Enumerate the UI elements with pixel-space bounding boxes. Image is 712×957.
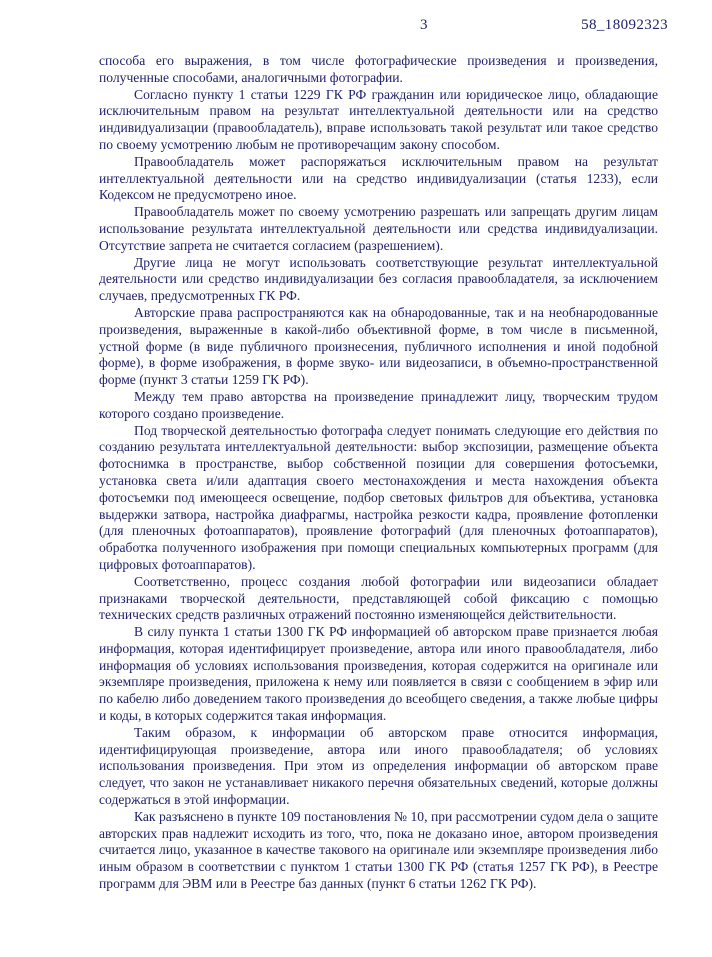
- paragraph: Согласно пункту 1 статьи 1229 ГК РФ гражданин или юридическое лицо, обладающие исключительным правом на результат интеллектуальной деятельности или на средство индивидуализации (правообладатель), вправе использовать такой результат или такое средство по своему усмотрению любым не противоречащим закону способом.: [99, 86, 658, 152]
- paragraph: Авторские права распространяются как на обнародованные, так и на необнародованные произведения, выраженные в какой-либо объективной форме, в том числе в письменной, устной форме (в виде публичного произнесения, публичного исполнения и иной подобной форме), в форме изображения, в форме звуко- или видеозаписи, в объемно-пространственной форме (пункт 3 статьи 1259 ГК РФ).: [99, 304, 658, 388]
- case-number: 58_18092323: [581, 17, 668, 33]
- paragraph: Соответственно, процесс создания любой фотографии или видеозаписи обладает признаками творческой деятельности, представляющей собой фиксацию с помощью технических средств различных отражений постоянно изменяющейся действительности.: [99, 573, 658, 623]
- paragraph: Правообладатель может по своему усмотрению разрешать или запрещать другим лицам использование результата интеллектуальной деятельности или средства индивидуализации. Отсутствие запрета не считается согласием (разрешением).: [99, 204, 658, 253]
- paragraph: Таким образом, к информации об авторском праве относится информация, идентифицирующая произведение, автора или иного правообладателя; об условиях использования произведения. При этом из определения информации об авторском праве следует, что закон не устанавливает никакого перечня обязательных сведений, которые должны содержаться в этой информации.: [99, 724, 658, 808]
- page-number: 3: [420, 17, 428, 33]
- paragraph: способа его выражения, в том числе фотографические произведения и произведения, полученные способами, аналогичными фотографии.: [99, 53, 658, 85]
- document-body: [99, 53, 658, 893]
- paragraph: Правообладатель может распоряжаться исключительным правом на результат интеллектуальной деятельности или на средство индивидуализации (статья 1233), если Кодексом не предусмотрено иное.: [99, 153, 658, 203]
- paragraph: Как разъяснено в пункте 109 постановления № 10, при рассмотрении судом дела о защите авторских прав надлежит исходить из того, что, пока не доказано иное, автором произведения считается лицо, указанное в качестве такового на оригинале или экземпляре произведения либо иным образом в соответствии с пунктом 1 статьи 1300 ГК РФ (статья 1257 ГК РФ), в Реестре программ для ЭВМ или в Реестре баз данных (пункт 6 статьи 1262 ГК РФ).: [99, 808, 658, 892]
- paragraph: Под творческой деятельностью фотографа следует понимать следующие его действия по созданию результата интеллектуальной деятельности: выбор экспозиции, размещение объекта фотоснимка в пространстве, выбор собственной позиции для совершения фотосъемки, установка света и/или адаптация своего местонахождения и места нахождения объекта фотосъемки под имеющееся освещение, подбор световых фильтров для объектива, установка выдержки затвора, настройка диафрагмы, настройка резкости кадра, проявление фотопленки (для пленочных фотоаппаратов), проявление фотографий (для пленочных фотоаппаратов), обработка полученного изображения при помощи специальных компьютерных программ (для цифровых фотоаппаратов).: [99, 422, 658, 572]
- paragraph: В силу пункта 1 статьи 1300 ГК РФ информацией об авторском праве признается любая информация, которая идентифицирует произведение, автора или иного правообладателя, либо информация об условиях использования произведения, которая содержится на оригинале или экземпляре произведения, приложена к нему или появляется в связи с сообщением в эфир или по кабелю либо доведением такого произведения до всеобщего сведения, а также любые цифры и коды, в которых содержится такая информация.: [99, 624, 658, 724]
- page-header: [0, 18, 712, 38]
- paragraph: Между тем право авторства на произведение принадлежит лицу, творческим трудом которого создано произведение.: [99, 388, 658, 421]
- paragraph: Другие лица не могут использовать соответствующие результат интеллектуальной деятельности или средство индивидуализации без согласия правообладателя, за исключением случаев, предусмотренных ГК РФ.: [99, 254, 658, 304]
